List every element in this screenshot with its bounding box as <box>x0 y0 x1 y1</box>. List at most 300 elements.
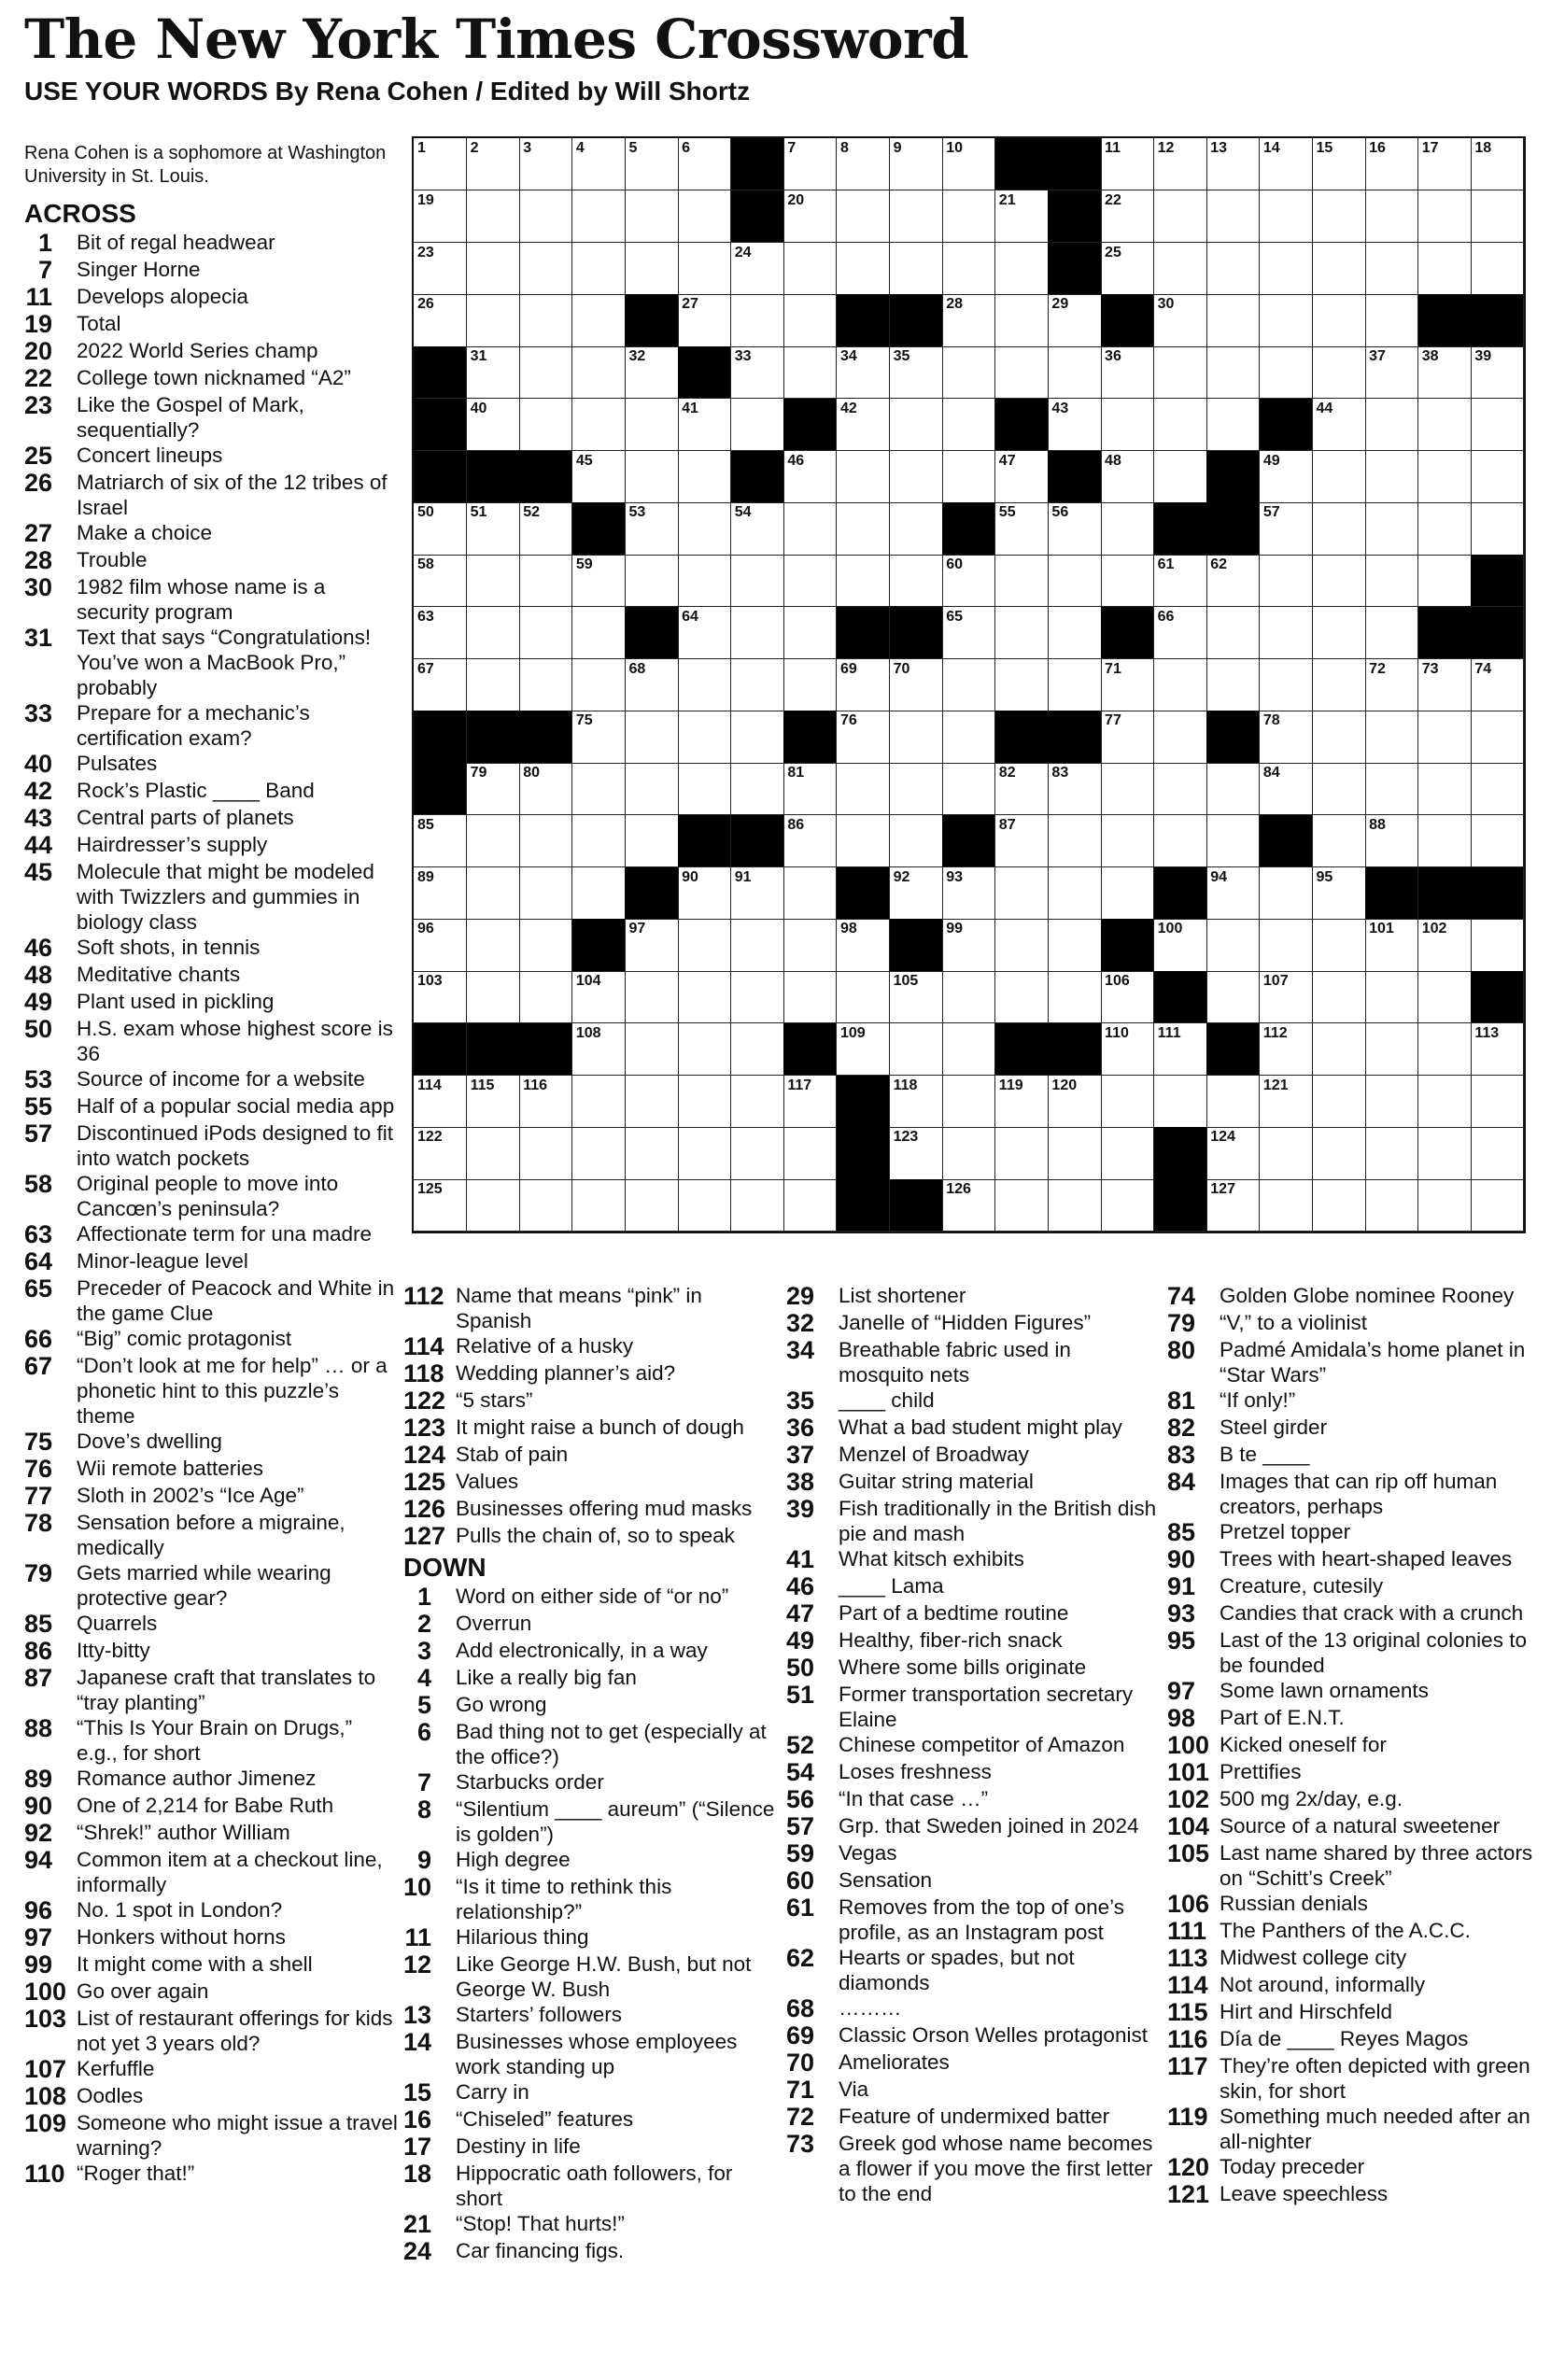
grid-cell[interactable] <box>783 1127 837 1179</box>
grid-cell[interactable] <box>625 346 678 399</box>
grid-cell[interactable] <box>1048 971 1101 1023</box>
grid-cell[interactable] <box>625 1023 678 1076</box>
clue[interactable] <box>24 1326 398 1353</box>
clue[interactable] <box>1167 1310 1541 1337</box>
clue[interactable] <box>24 470 398 520</box>
grid-cell[interactable] <box>1048 815 1101 867</box>
grid-cell[interactable] <box>678 867 731 920</box>
clue[interactable] <box>1167 2053 1541 2104</box>
clue[interactable] <box>24 1560 398 1611</box>
clue[interactable] <box>1167 1759 1541 1786</box>
grid-cell[interactable] <box>1154 659 1207 711</box>
grid-cell[interactable] <box>519 190 572 243</box>
grid-cell[interactable] <box>1365 190 1418 243</box>
grid-cell[interactable] <box>467 138 520 190</box>
grid-cell[interactable] <box>572 763 626 815</box>
grid-cell[interactable] <box>1101 451 1154 503</box>
grid-cell[interactable] <box>1313 294 1366 346</box>
grid-cell[interactable] <box>572 346 626 399</box>
clue[interactable] <box>403 1665 777 1692</box>
grid-cell[interactable] <box>1365 659 1418 711</box>
clue[interactable] <box>403 2161 777 2211</box>
grid-cell[interactable] <box>1154 451 1207 503</box>
clue[interactable] <box>24 1221 398 1248</box>
clue[interactable] <box>24 751 398 778</box>
grid-cell[interactable] <box>519 971 572 1023</box>
grid-cell[interactable] <box>625 659 678 711</box>
grid-cell[interactable] <box>678 919 731 971</box>
grid-cell[interactable] <box>519 294 572 346</box>
grid-cell[interactable] <box>1101 555 1154 607</box>
clue[interactable] <box>403 2079 777 2106</box>
grid-cell[interactable] <box>1101 1127 1154 1179</box>
grid-cell[interactable] <box>414 607 467 659</box>
grid-cell[interactable] <box>1365 502 1418 555</box>
grid-cell[interactable] <box>890 190 943 243</box>
clue[interactable] <box>24 2110 398 2161</box>
grid-cell[interactable] <box>1313 1023 1366 1076</box>
clue[interactable] <box>403 2029 777 2079</box>
grid-cell[interactable] <box>1313 502 1366 555</box>
grid-cell[interactable] <box>1313 815 1366 867</box>
grid-cell[interactable] <box>519 1127 572 1179</box>
clue[interactable] <box>1167 1999 1541 2026</box>
clue[interactable] <box>1167 1415 1541 1442</box>
grid-cell[interactable] <box>890 1127 943 1179</box>
grid-cell[interactable] <box>625 399 678 451</box>
grid-cell[interactable] <box>1471 399 1524 451</box>
grid-cell[interactable] <box>1260 607 1313 659</box>
grid-cell[interactable] <box>942 346 995 399</box>
grid-cell[interactable] <box>1101 243 1154 295</box>
clue[interactable] <box>403 1951 777 2002</box>
clue[interactable] <box>24 2161 398 2188</box>
grid-cell[interactable] <box>1154 294 1207 346</box>
clue[interactable] <box>403 2238 777 2265</box>
clue[interactable] <box>24 1611 398 1638</box>
grid-cell[interactable] <box>1418 399 1472 451</box>
grid-cell[interactable] <box>783 607 837 659</box>
clue[interactable] <box>403 1769 777 1796</box>
grid-cell[interactable] <box>1154 138 1207 190</box>
grid-cell[interactable] <box>1048 867 1101 920</box>
clue[interactable] <box>24 1510 398 1560</box>
clue[interactable] <box>24 1847 398 1897</box>
clue[interactable] <box>24 778 398 805</box>
clue[interactable] <box>786 2104 1160 2131</box>
clue[interactable] <box>24 257 398 284</box>
clue[interactable] <box>1167 1546 1541 1573</box>
grid-cell[interactable] <box>1206 1076 1260 1128</box>
clue[interactable] <box>403 1469 777 1496</box>
grid-cell[interactable] <box>783 659 837 711</box>
grid-cell[interactable] <box>783 502 837 555</box>
grid-cell[interactable] <box>942 711 995 763</box>
grid-cell[interactable] <box>1471 1023 1524 1076</box>
grid-cell[interactable] <box>1471 1076 1524 1128</box>
grid-cell[interactable] <box>890 243 943 295</box>
clue[interactable] <box>786 1415 1160 1442</box>
grid-cell[interactable] <box>678 1179 731 1232</box>
grid-cell[interactable] <box>572 1127 626 1179</box>
grid-cell[interactable] <box>890 138 943 190</box>
grid-cell[interactable] <box>625 711 678 763</box>
grid-cell[interactable] <box>1260 243 1313 295</box>
grid-cell[interactable] <box>678 607 731 659</box>
grid-cell[interactable] <box>572 607 626 659</box>
grid-cell[interactable] <box>1313 607 1366 659</box>
grid-cell[interactable] <box>890 451 943 503</box>
grid-cell[interactable] <box>837 451 890 503</box>
grid-cell[interactable] <box>783 346 837 399</box>
clue[interactable] <box>786 1945 1160 1995</box>
grid-cell[interactable] <box>519 1179 572 1232</box>
grid-cell[interactable] <box>890 346 943 399</box>
grid-cell[interactable] <box>731 555 784 607</box>
clue[interactable] <box>24 1353 398 1429</box>
clue[interactable] <box>1167 1600 1541 1627</box>
clue[interactable] <box>24 2006 398 2056</box>
clue[interactable] <box>403 2002 777 2029</box>
grid-cell[interactable] <box>731 659 784 711</box>
clue[interactable] <box>786 2131 1160 2206</box>
grid-cell[interactable] <box>995 763 1049 815</box>
grid-cell[interactable] <box>731 867 784 920</box>
grid-cell[interactable] <box>783 867 837 920</box>
grid-cell[interactable] <box>837 243 890 295</box>
grid-cell[interactable] <box>1365 1076 1418 1128</box>
grid-cell[interactable] <box>1313 919 1366 971</box>
clue[interactable] <box>786 1732 1160 1759</box>
grid-cell[interactable] <box>467 607 520 659</box>
grid-cell[interactable] <box>942 138 995 190</box>
grid-cell[interactable] <box>1365 919 1418 971</box>
grid-cell[interactable] <box>1048 294 1101 346</box>
grid-cell[interactable] <box>1260 555 1313 607</box>
grid-cell[interactable] <box>414 659 467 711</box>
grid-cell[interactable] <box>731 919 784 971</box>
grid-cell[interactable] <box>519 763 572 815</box>
grid-cell[interactable] <box>1154 919 1207 971</box>
grid-cell[interactable] <box>731 1127 784 1179</box>
grid-cell[interactable] <box>1206 659 1260 711</box>
grid-cell[interactable] <box>519 1076 572 1128</box>
clue[interactable] <box>786 1600 1160 1627</box>
grid-cell[interactable] <box>1048 1076 1101 1128</box>
grid-cell[interactable] <box>467 555 520 607</box>
clue[interactable] <box>1167 1732 1541 1759</box>
grid-cell[interactable] <box>414 243 467 295</box>
grid-cell[interactable] <box>890 971 943 1023</box>
clue[interactable] <box>1167 1972 1541 1999</box>
clue[interactable] <box>1167 1283 1541 1310</box>
grid-cell[interactable] <box>1206 555 1260 607</box>
grid-cell[interactable] <box>1260 1127 1313 1179</box>
grid-cell[interactable] <box>1206 1179 1260 1232</box>
clue[interactable] <box>403 1584 777 1611</box>
clue[interactable] <box>24 859 398 935</box>
grid-cell[interactable] <box>572 971 626 1023</box>
grid-cell[interactable] <box>467 659 520 711</box>
grid-cell[interactable] <box>678 1076 731 1128</box>
grid-cell[interactable] <box>995 555 1049 607</box>
grid-cell[interactable] <box>572 138 626 190</box>
grid-cell[interactable] <box>1471 502 1524 555</box>
grid-cell[interactable] <box>414 1076 467 1128</box>
grid-cell[interactable] <box>414 138 467 190</box>
grid-cell[interactable] <box>1048 1179 1101 1232</box>
clue[interactable] <box>1167 2026 1541 2053</box>
grid-cell[interactable] <box>519 346 572 399</box>
grid-cell[interactable] <box>1313 138 1366 190</box>
grid-cell[interactable] <box>1365 294 1418 346</box>
grid-cell[interactable] <box>995 243 1049 295</box>
grid-cell[interactable] <box>995 1127 1049 1179</box>
grid-cell[interactable] <box>942 1076 995 1128</box>
clue[interactable] <box>24 574 398 625</box>
grid-cell[interactable] <box>1365 1179 1418 1232</box>
grid-cell[interactable] <box>1101 346 1154 399</box>
clue[interactable] <box>786 1655 1160 1682</box>
grid-cell[interactable] <box>1365 711 1418 763</box>
grid-cell[interactable] <box>1206 346 1260 399</box>
grid-cell[interactable] <box>1260 346 1313 399</box>
clue[interactable] <box>403 1496 777 1523</box>
grid-cell[interactable] <box>1206 138 1260 190</box>
grid-cell[interactable] <box>1048 399 1101 451</box>
grid-cell[interactable] <box>837 346 890 399</box>
clue[interactable] <box>24 1820 398 1847</box>
grid-cell[interactable] <box>414 1179 467 1232</box>
grid-cell[interactable] <box>942 294 995 346</box>
grid-cell[interactable] <box>1418 555 1472 607</box>
clue[interactable] <box>403 2134 777 2161</box>
clue[interactable] <box>786 1337 1160 1387</box>
grid-cell[interactable] <box>1206 867 1260 920</box>
grid-cell[interactable] <box>837 138 890 190</box>
clue[interactable] <box>786 2077 1160 2104</box>
grid-cell[interactable] <box>1418 138 1472 190</box>
grid-cell[interactable] <box>414 294 467 346</box>
grid-cell[interactable] <box>942 867 995 920</box>
grid-cell[interactable] <box>1206 971 1260 1023</box>
crossword-grid[interactable] <box>412 136 1526 1233</box>
clue[interactable] <box>1167 1786 1541 1813</box>
grid-cell[interactable] <box>625 815 678 867</box>
grid-cell[interactable] <box>572 555 626 607</box>
grid-cell[interactable] <box>467 971 520 1023</box>
grid-cell[interactable] <box>1471 1127 1524 1179</box>
grid-cell[interactable] <box>995 346 1049 399</box>
grid-cell[interactable] <box>625 1076 678 1128</box>
grid-cell[interactable] <box>995 867 1049 920</box>
clue[interactable] <box>1167 1813 1541 1840</box>
clue[interactable] <box>786 2049 1160 2077</box>
grid-cell[interactable] <box>1101 502 1154 555</box>
grid-cell[interactable] <box>942 451 995 503</box>
grid-cell[interactable] <box>890 1023 943 1076</box>
grid-cell[interactable] <box>467 190 520 243</box>
grid-cell[interactable] <box>1101 711 1154 763</box>
grid-cell[interactable] <box>995 1076 1049 1128</box>
clue[interactable] <box>1167 1627 1541 1678</box>
grid-cell[interactable] <box>414 502 467 555</box>
grid-cell[interactable] <box>1048 763 1101 815</box>
grid-cell[interactable] <box>1154 190 1207 243</box>
grid-cell[interactable] <box>1418 1076 1472 1128</box>
clue[interactable] <box>403 1387 777 1415</box>
clue[interactable] <box>24 832 398 859</box>
grid-cell[interactable] <box>890 502 943 555</box>
grid-cell[interactable] <box>1101 659 1154 711</box>
grid-cell[interactable] <box>678 1127 731 1179</box>
grid-cell[interactable] <box>678 138 731 190</box>
grid-cell[interactable] <box>467 502 520 555</box>
clue[interactable] <box>24 962 398 989</box>
grid-cell[interactable] <box>1313 971 1366 1023</box>
grid-cell[interactable] <box>1313 711 1366 763</box>
grid-cell[interactable] <box>625 763 678 815</box>
clue[interactable] <box>1167 1945 1541 1972</box>
grid-cell[interactable] <box>1101 1076 1154 1128</box>
clue[interactable] <box>786 1573 1160 1600</box>
grid-cell[interactable] <box>572 190 626 243</box>
grid-cell[interactable] <box>1471 659 1524 711</box>
grid-cell[interactable] <box>783 190 837 243</box>
clue[interactable] <box>403 1638 777 1665</box>
grid-cell[interactable] <box>1048 919 1101 971</box>
grid-cell[interactable] <box>995 607 1049 659</box>
grid-cell[interactable] <box>783 919 837 971</box>
grid-cell[interactable] <box>1206 919 1260 971</box>
grid-cell[interactable] <box>1154 555 1207 607</box>
clue[interactable] <box>403 2211 777 2238</box>
grid-cell[interactable] <box>467 243 520 295</box>
grid-cell[interactable] <box>731 1076 784 1128</box>
grid-cell[interactable] <box>1260 919 1313 971</box>
grid-cell[interactable] <box>1418 451 1472 503</box>
grid-cell[interactable] <box>572 1076 626 1128</box>
clue[interactable] <box>24 1171 398 1221</box>
grid-cell[interactable] <box>890 1076 943 1128</box>
grid-cell[interactable] <box>1048 346 1101 399</box>
grid-cell[interactable] <box>1365 243 1418 295</box>
clue[interactable] <box>403 1333 777 1360</box>
grid-cell[interactable] <box>1365 138 1418 190</box>
grid-cell[interactable] <box>1418 1179 1472 1232</box>
clue[interactable] <box>24 284 398 311</box>
grid-cell[interactable] <box>837 763 890 815</box>
grid-cell[interactable] <box>731 1023 784 1076</box>
clue[interactable] <box>403 1523 777 1550</box>
grid-cell[interactable] <box>572 659 626 711</box>
clue[interactable] <box>403 1415 777 1442</box>
grid-cell[interactable] <box>890 399 943 451</box>
grid-cell[interactable] <box>731 607 784 659</box>
clue[interactable] <box>786 1442 1160 1469</box>
grid-cell[interactable] <box>1418 711 1472 763</box>
clue[interactable] <box>24 1483 398 1510</box>
grid-cell[interactable] <box>1365 815 1418 867</box>
grid-cell[interactable] <box>783 451 837 503</box>
grid-cell[interactable] <box>731 399 784 451</box>
clue[interactable] <box>786 1469 1160 1496</box>
grid-cell[interactable] <box>890 815 943 867</box>
grid-cell[interactable] <box>1313 1179 1366 1232</box>
grid-cell[interactable] <box>837 659 890 711</box>
grid-cell[interactable] <box>1154 243 1207 295</box>
clue[interactable] <box>24 1665 398 1715</box>
grid-cell[interactable] <box>1365 607 1418 659</box>
clue[interactable] <box>1167 1891 1541 1918</box>
grid-cell[interactable] <box>995 971 1049 1023</box>
grid-cell[interactable] <box>519 815 572 867</box>
grid-cell[interactable] <box>519 659 572 711</box>
clue[interactable] <box>1167 1387 1541 1415</box>
clue[interactable] <box>24 1897 398 1924</box>
clue[interactable] <box>24 1429 398 1456</box>
grid-cell[interactable] <box>942 659 995 711</box>
grid-cell[interactable] <box>1260 763 1313 815</box>
grid-cell[interactable] <box>837 555 890 607</box>
grid-cell[interactable] <box>1365 399 1418 451</box>
grid-cell[interactable] <box>1101 1179 1154 1232</box>
clue[interactable] <box>24 1924 398 1951</box>
clue[interactable] <box>24 338 398 365</box>
grid-cell[interactable] <box>1313 451 1366 503</box>
grid-cell[interactable] <box>1365 1127 1418 1179</box>
grid-cell[interactable] <box>572 1179 626 1232</box>
grid-cell[interactable] <box>1313 555 1366 607</box>
grid-cell[interactable] <box>731 243 784 295</box>
clue[interactable] <box>786 1387 1160 1415</box>
grid-cell[interactable] <box>519 243 572 295</box>
clue[interactable] <box>24 1066 398 1093</box>
clue[interactable] <box>24 365 398 392</box>
grid-cell[interactable] <box>467 1076 520 1128</box>
grid-cell[interactable] <box>783 1076 837 1128</box>
clue[interactable] <box>1167 1442 1541 1469</box>
grid-cell[interactable] <box>731 763 784 815</box>
clue[interactable] <box>403 1692 777 1719</box>
clue[interactable] <box>786 1995 1160 2022</box>
grid-cell[interactable] <box>414 555 467 607</box>
clue[interactable] <box>24 311 398 338</box>
grid-cell[interactable] <box>731 971 784 1023</box>
clue[interactable] <box>1167 1678 1541 1705</box>
grid-cell[interactable] <box>519 919 572 971</box>
grid-cell[interactable] <box>1206 243 1260 295</box>
grid-cell[interactable] <box>1471 138 1524 190</box>
grid-cell[interactable] <box>783 763 837 815</box>
grid-cell[interactable] <box>837 399 890 451</box>
grid-cell[interactable] <box>572 711 626 763</box>
clue[interactable] <box>24 1275 398 1326</box>
grid-cell[interactable] <box>1260 867 1313 920</box>
clue[interactable] <box>24 2056 398 2083</box>
grid-cell[interactable] <box>1048 659 1101 711</box>
clue[interactable] <box>403 1283 777 1333</box>
grid-cell[interactable] <box>572 451 626 503</box>
grid-cell[interactable] <box>1471 243 1524 295</box>
grid-cell[interactable] <box>467 919 520 971</box>
clue[interactable] <box>403 1442 777 1469</box>
grid-cell[interactable] <box>1418 346 1472 399</box>
clue[interactable] <box>786 1813 1160 1840</box>
grid-cell[interactable] <box>1154 815 1207 867</box>
grid-cell[interactable] <box>678 190 731 243</box>
grid-cell[interactable] <box>414 1127 467 1179</box>
